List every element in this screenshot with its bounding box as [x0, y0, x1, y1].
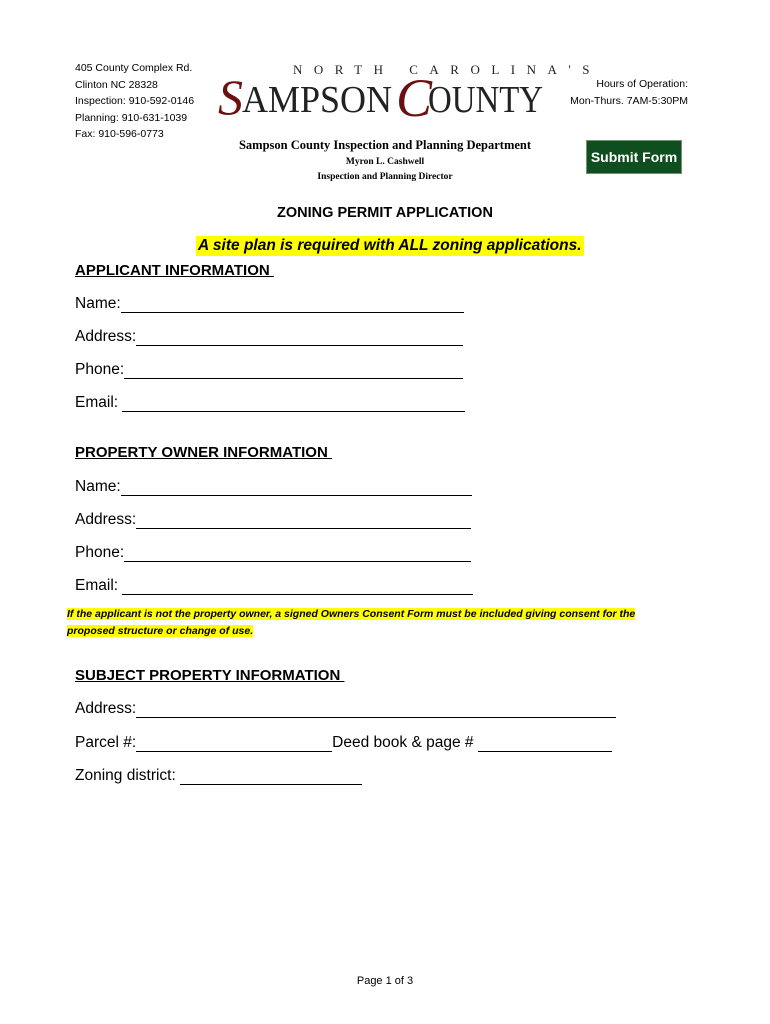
- owner-consent-note-line1: If the applicant is not the property owner, a signed Owners Consent Form must be included giving consent for the: [67, 608, 636, 620]
- svg-text:AMPSON: AMPSON: [242, 79, 392, 121]
- applicant-phone-field[interactable]: [124, 361, 463, 379]
- owner-phone-field[interactable]: [124, 544, 471, 562]
- owner-consent-note-line2: proposed structure or change of use.: [67, 625, 254, 637]
- owner-email-label: Email:: [75, 577, 123, 594]
- site-plan-notice: A site plan is required with ALL zoning applications.: [198, 237, 582, 254]
- parcel-label: Parcel #:: [75, 734, 137, 751]
- subject-address-label: Address:: [75, 700, 137, 717]
- submit-form-button[interactable]: Submit Form: [586, 140, 682, 174]
- applicant-email-label: Email:: [75, 394, 123, 411]
- hours-value: Mon-Thurs. 7AM-5:30PM: [570, 94, 688, 107]
- applicant-name-label: Name:: [75, 295, 121, 312]
- subject-address-field[interactable]: [136, 700, 616, 718]
- applicant-name-row: [75, 295, 464, 313]
- director-title: Inspection and Planning Director: [317, 172, 453, 182]
- applicant-address-field[interactable]: [136, 328, 463, 346]
- contact-info: [75, 60, 194, 143]
- owner-phone-row: [75, 544, 471, 562]
- owner-address-row: [75, 511, 471, 529]
- owner-phone-label: Phone:: [75, 544, 125, 561]
- owner-email-row: [75, 577, 473, 595]
- parcel-field[interactable]: [136, 734, 332, 752]
- zoning-district-row: [75, 767, 362, 785]
- owner-email-field[interactable]: [122, 577, 473, 595]
- owner-name-label: Name:: [75, 478, 121, 495]
- applicant-email-field[interactable]: [122, 394, 465, 412]
- contact-inspection-phone: Inspection: 910-592-0146: [75, 95, 195, 107]
- parcel-deed-row: [75, 734, 612, 752]
- applicant-address-label: Address:: [75, 328, 137, 345]
- logo-state-text: NORTH CAROLINA'S: [293, 62, 601, 77]
- owner-address-label: Address:: [75, 511, 137, 528]
- contact-address-line2: Clinton NC 28328: [75, 78, 158, 91]
- applicant-name-field[interactable]: [121, 295, 464, 313]
- hours-of-operation: [570, 76, 688, 109]
- zoning-district-field[interactable]: [180, 767, 362, 785]
- owner-address-field[interactable]: [136, 511, 471, 529]
- contact-planning-phone: Planning: 910-631-1039: [75, 111, 188, 124]
- deed-book-field[interactable]: [478, 734, 612, 752]
- sampson-county-logo: [218, 58, 601, 128]
- contact-fax: Fax: 910-596-0773: [75, 128, 164, 140]
- department-name: Sampson County Inspection and Planning Department: [238, 138, 532, 152]
- director-name: Myron L. Cashwell: [345, 157, 425, 167]
- page-title: ZONING PERMIT APPLICATION: [277, 205, 493, 221]
- applicant-phone-label: Phone:: [75, 361, 125, 378]
- department-block: [150, 138, 620, 185]
- applicant-address-row: [75, 328, 463, 346]
- deed-book-label: Deed book & page #: [332, 734, 478, 751]
- owner-name-row: [75, 478, 472, 496]
- svg-text:S: S: [218, 69, 243, 125]
- page-number: Page 1 of 3: [356, 975, 414, 987]
- subject-address-row: [75, 700, 616, 718]
- svg-text:OUNTY: OUNTY: [428, 79, 543, 121]
- svg-text:C: C: [396, 68, 433, 128]
- hours-label: Hours of Operation:: [596, 78, 688, 90]
- owner-heading: PROPERTY OWNER INFORMATION: [75, 444, 332, 461]
- subject-property-heading: SUBJECT PROPERTY INFORMATION: [75, 667, 345, 684]
- contact-address-line1: 405 County Complex Rd.: [75, 62, 193, 74]
- applicant-phone-row: [75, 361, 463, 379]
- owner-name-field[interactable]: [121, 478, 472, 496]
- zoning-district-label: Zoning district:: [75, 767, 181, 784]
- applicant-email-row: [75, 394, 465, 412]
- owner-consent-note: [67, 606, 667, 640]
- applicant-heading: APPLICANT INFORMATION: [75, 262, 274, 279]
